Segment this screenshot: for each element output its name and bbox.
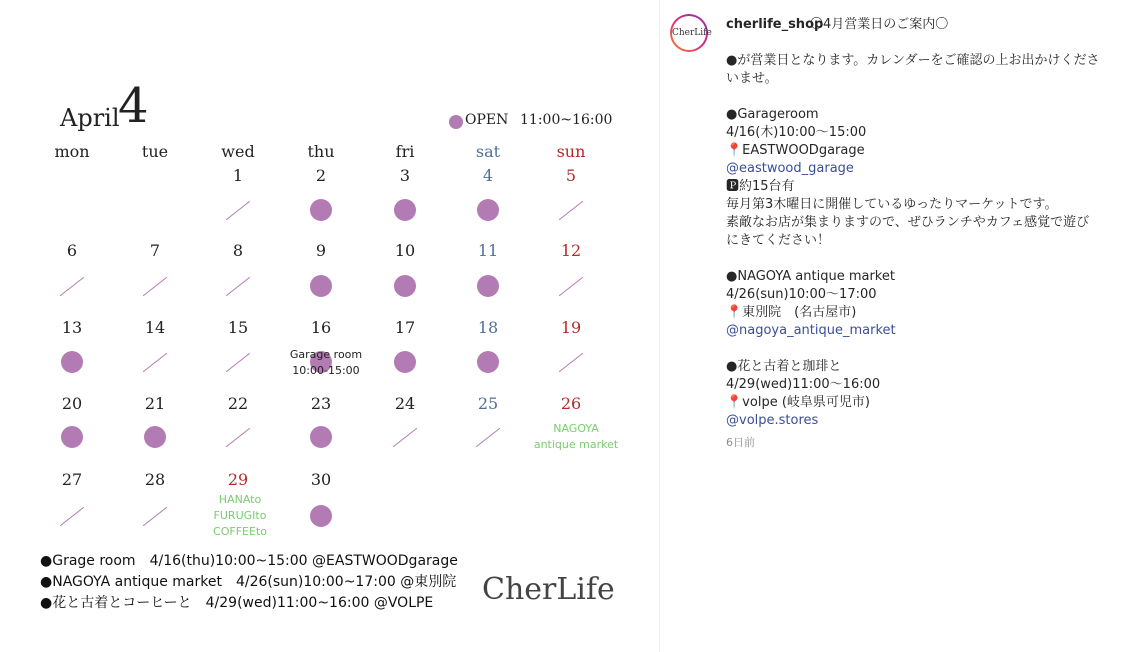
open-day-dot (477, 199, 499, 221)
day-30-number: 30 (310, 470, 332, 489)
hanato-note: HANAto FURUGIto COFFEEto (213, 493, 267, 538)
day-14-number: 14 (144, 318, 166, 337)
open-day-dot (310, 426, 332, 448)
open-day-dot (61, 351, 83, 373)
day-15-number: 15 (227, 318, 249, 337)
closed-day-slash (60, 277, 84, 296)
day-7-number: 7 (149, 241, 161, 260)
day-1-number: 1 (232, 166, 244, 185)
closed-day-slash (226, 201, 250, 220)
dow-thu: thu (307, 142, 335, 161)
profile-avatar[interactable] (670, 14, 712, 52)
closed-day-slash (226, 277, 250, 296)
caption-line: 素敵なお店が集まりますので、ぜひランチやカフェ感覚で遊び (726, 215, 1090, 230)
day-4-number: 4 (482, 166, 494, 185)
day-19-number: 19 (560, 318, 582, 337)
closed-day-slash (559, 201, 583, 220)
open-day-dot (394, 351, 416, 373)
day-26-number: 26 (560, 394, 582, 413)
event-line-garage: ●Grage room 4/16(thu)10:00~15:00 @EASTWOODgarage (40, 553, 458, 569)
caption-line: 📍volpe (岐阜県可児市) (726, 395, 870, 410)
day-20-number: 20 (61, 394, 83, 413)
day-28-number: 28 (144, 470, 166, 489)
caption-line: 4/16(木)10:00〜15:00 (726, 125, 867, 140)
dow-fri: fri (395, 142, 415, 161)
username-link[interactable]: cherlife_shop (726, 17, 824, 32)
caption-line (726, 340, 1136, 358)
closed-day-slash (226, 353, 250, 372)
day-2-number: 2 (315, 166, 327, 185)
closed-day-slash (559, 277, 583, 296)
open-day-dot (310, 199, 332, 221)
caption-line: ●が営業日となります。カレンダーをご確認の上お出かけくださ (726, 53, 1100, 68)
day-23-number: 23 (310, 394, 332, 413)
closed-day-slash (143, 353, 167, 372)
open-hours-label: 11:00~16:00 (520, 112, 613, 128)
caption-line: ●NAGOYA antique market (726, 269, 895, 284)
dow-tue: tue (141, 142, 169, 161)
caption-line: いませ。 (726, 71, 778, 86)
day-5-number: 5 (565, 166, 577, 185)
closed-day-slash (143, 507, 167, 526)
day-17-number: 17 (394, 318, 416, 337)
closed-day-slash (393, 428, 417, 447)
caption-line (726, 250, 1136, 268)
caption-panel (670, 0, 1140, 652)
day-25-number: 25 (477, 394, 499, 413)
closed-day-slash (143, 277, 167, 296)
cherlife-logo: CherLife (482, 572, 615, 607)
day-16-number: 16 (310, 318, 332, 337)
day-11-number: 11 (477, 241, 499, 260)
day-24-number: 24 (394, 394, 416, 413)
open-day-dot (310, 505, 332, 527)
open-day-dot (144, 426, 166, 448)
garage-room-note: Garage room 10:00-15:00 (289, 348, 363, 377)
day-6-number: 6 (66, 241, 78, 260)
closed-day-slash (226, 428, 250, 447)
mention-link[interactable]: @volpe.stores (726, 413, 819, 428)
day-18-number: 18 (477, 318, 499, 337)
open-day-dot (477, 351, 499, 373)
open-day-dot (61, 426, 83, 448)
month-word: April (60, 104, 120, 132)
closed-day-slash (60, 507, 84, 526)
caption-line: にきてください！ (726, 233, 831, 248)
day-29-number: 29 (227, 470, 249, 489)
day-8-number: 8 (232, 241, 244, 260)
caption-line: 📍EASTWOODgarage (726, 143, 865, 158)
day-3-number: 3 (399, 166, 411, 185)
mention-link[interactable]: @nagoya_antique_market (726, 323, 896, 338)
day-13-number: 13 (61, 318, 83, 337)
caption-title: 〇4月営業日のご案内〇 (810, 17, 949, 32)
month-number: 4 (118, 78, 149, 134)
open-legend-label: OPEN (465, 112, 509, 128)
dow-mon: mon (54, 142, 90, 161)
avatar-logo: CherLife (672, 16, 706, 50)
caption-line (726, 88, 1136, 106)
caption-body (726, 52, 1136, 452)
event-line-hana: ●花と古着とコーヒーと 4/29(wed)11:00~16:00 @VOLPE (40, 595, 434, 611)
caption-line: 毎月第3木曜日に開催しているゆったりマーケットです。 (726, 197, 1058, 212)
day-10-number: 10 (394, 241, 416, 260)
day-12-number: 12 (560, 241, 582, 260)
caption-line: ●花と古着と珈琲と (726, 359, 842, 374)
day-22-number: 22 (227, 394, 249, 413)
day-9-number: 9 (315, 241, 327, 260)
day-27-number: 27 (61, 470, 83, 489)
caption-line: 4/26(sun)10:00〜17:00 (726, 287, 877, 302)
mention-link[interactable]: @eastwood_garage (726, 161, 854, 176)
open-day-dot (477, 275, 499, 297)
caption-line: 📍東別院 (名古屋市) (726, 305, 857, 320)
nagoya-note: NAGOYA antique market (533, 422, 619, 451)
post-time-ago[interactable]: 6日前 (726, 436, 755, 449)
dow-sun: sun (556, 142, 586, 161)
open-day-dot (394, 199, 416, 221)
caption-line: 4/29(wed)11:00〜16:00 (726, 377, 881, 392)
dow-wed: wed (221, 142, 255, 161)
caption-line: ●Garageroom (726, 107, 819, 122)
caption-line: 🅿約15台有 (726, 179, 795, 194)
open-day-dot (310, 275, 332, 297)
closed-day-slash (559, 353, 583, 372)
closed-day-slash (476, 428, 500, 447)
open-legend-dot (449, 115, 463, 129)
day-21-number: 21 (144, 394, 166, 413)
open-day-dot (394, 275, 416, 297)
dow-sat: sat (475, 142, 501, 161)
event-line-nagoya: ●NAGOYA antique market 4/26(sun)10:00~17:00 @東別院 (40, 574, 457, 590)
